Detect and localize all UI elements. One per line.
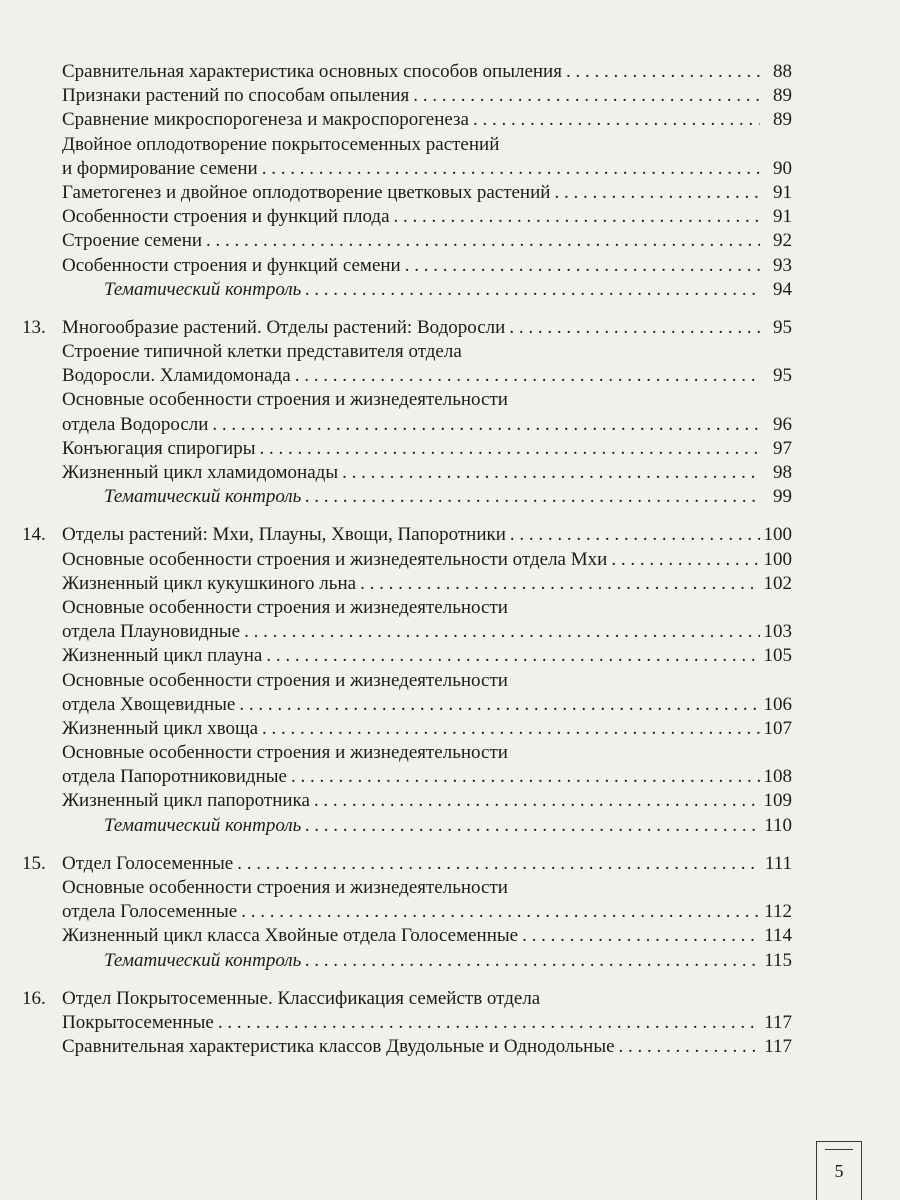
toc-page-number: 117 [764,1036,792,1058]
dot-leader [262,717,759,741]
toc-entry-title: Покрытосеменные [62,1011,214,1033]
dot-leader [473,108,760,132]
dot-leader [522,924,760,948]
toc-page-number: 93 [773,254,792,276]
toc-page-number: 95 [773,316,792,338]
toc-page-number: 102 [763,572,792,594]
chapter-number: 13. [22,316,46,338]
toc-entry-title: Отдел Голосеменные [62,852,234,874]
toc-chapter [22,987,792,1011]
dot-leader [305,278,760,302]
toc-entry-title: Тематический контроль [104,486,302,508]
dot-leader [314,789,760,813]
toc-chapter [22,316,792,340]
toc-entry [22,157,792,181]
toc-entry [22,741,792,765]
toc-entry-title: Тематический контроль [104,814,302,836]
toc-entry-title: Жизненный цикл хвоща [62,717,259,739]
toc-chapter [22,523,792,547]
toc-entry [22,340,792,364]
toc-entry [22,437,792,461]
dot-leader [244,620,759,644]
toc-entry-title: Строение типичной клетки представителя отдела [62,341,462,363]
dot-leader [239,693,759,717]
toc-page-number: 110 [764,814,792,836]
toc-entry-title: отдела Папоротниковидные [62,766,287,788]
toc-entry [22,620,792,644]
dot-leader [212,413,760,437]
toc-entry [22,133,792,157]
dot-leader [305,949,760,973]
toc-entry-title: Основные особенности строения и жизнедеятельности [62,596,508,618]
toc-entry [22,548,792,572]
toc-entry-title: Основные особенности строения и жизнедеятельности отдела Мхи [62,548,608,570]
toc-entry-title: Тематический контроль [104,278,302,300]
chapter-number: 15. [22,852,46,874]
toc-page-number: 95 [773,365,792,387]
dot-leader [619,1035,760,1059]
toc-page-number: 91 [773,206,792,228]
toc-entry [22,229,792,253]
toc-entry [22,669,792,693]
dot-leader [262,157,760,181]
toc-page-number: 100 [763,548,792,570]
chapter-number: 16. [22,987,46,1009]
toc-page-number: 105 [763,645,792,667]
toc-entry [22,765,792,789]
dot-leader [360,572,759,596]
toc-page-number: 111 [764,852,792,874]
toc-entry-title: Жизненный цикл папоротника [62,790,310,812]
toc-entry-title: и формирование семени [62,157,258,179]
toc-thematic-control [22,278,792,302]
toc-entry [22,900,792,924]
dot-leader [566,60,760,84]
toc-entry-title: Гаметогенез и двойное оплодотворение цветковых растений [62,181,551,203]
toc-entry-title: Сравнение микроспорогенеза и макроспорогенеза [62,109,469,131]
dot-leader [291,765,760,789]
toc-entry-title: Основные особенности строения и жизнедеятельности [62,742,508,764]
toc-entry-title: Многообразие растений. Отделы растений: Водоросли [62,316,506,338]
dot-leader [509,316,760,340]
toc-page-number: 100 [763,524,792,546]
toc-entry [22,644,792,668]
dot-leader [305,485,760,509]
dot-leader [266,644,759,668]
toc-page-number: 90 [773,157,792,179]
toc-entry-title: Основные особенности строения и жизнедеятельности [62,669,508,691]
toc-entry-title: Основные особенности строения и жизнедеятельности [62,877,508,898]
toc-entry-title: Жизненный цикл кукушкиного льна [62,572,357,594]
toc-entry-title: Сравнительная характеристика классов Двудольные и Однодольные [62,1036,615,1058]
dot-leader [295,364,760,388]
toc-entry [22,461,792,485]
toc-page-number: 97 [773,437,792,459]
toc-entry-title: Водоросли. Хламидомонада [62,365,291,387]
toc-thematic-control [22,949,792,973]
toc-page-number: 112 [764,901,792,923]
toc-entry [22,693,792,717]
toc-page-number: 92 [773,230,792,252]
toc-page-number: 91 [773,181,792,203]
toc-entry-title: Жизненный цикл хламидомонады [62,462,339,483]
toc-entry-title: Тематический контроль [104,949,302,971]
toc-entry-title: Отдел Покрытосеменные. Классификация семейств отдела [62,987,541,1009]
toc-thematic-control [22,485,792,509]
dot-leader [394,205,760,229]
toc-entry [22,413,792,437]
toc-page-number: 94 [773,278,792,300]
toc-entry [22,876,792,900]
toc-entry [22,572,792,596]
toc-entry [22,60,792,84]
toc-page-number: 103 [763,621,792,643]
toc-entry-title: Конъюгация спирогиры [62,437,256,459]
toc-entry [22,388,792,412]
section-gap [22,973,792,987]
dot-leader [342,461,760,485]
dot-leader [413,84,760,108]
toc-page-number: 89 [773,85,792,107]
toc-page-number: 96 [773,413,792,435]
toc-page-number: 114 [764,925,792,947]
toc-entry [22,108,792,132]
toc-page-number: 89 [773,109,792,131]
toc-entry-title: Жизненный цикл плауна [62,645,263,667]
toc-entry [22,84,792,108]
toc-entry [22,205,792,229]
toc-entry [22,364,792,388]
toc-page-number: 88 [773,61,792,82]
dot-leader [305,814,760,838]
table-of-contents [22,60,792,1059]
toc-page-number: 109 [763,790,792,812]
toc-entry-title: Особенности строения и функций семени [62,254,401,276]
toc-thematic-control [22,814,792,838]
dot-leader [611,548,759,572]
toc-entry [22,717,792,741]
chapter-number: 14. [22,524,46,546]
toc-page-number: 107 [763,717,792,739]
toc-entry [22,1011,792,1035]
dot-leader [554,181,760,205]
toc-entry-title: Жизненный цикл класса Хвойные отдела Голосеменные [62,925,519,947]
toc-entry-title: Сравнительная характеристика основных способов опыления [62,61,562,82]
toc-entry [22,596,792,620]
dot-leader [405,254,760,278]
toc-entry [22,789,792,813]
toc-entry-title: отдела Голосеменные [62,901,238,923]
toc-entry-title: отдела Хвощевидные [62,693,236,715]
dot-leader [237,852,760,876]
page-number-tab [816,1141,862,1200]
page-number: 5 [834,1160,844,1181]
toc-entry-title: отдела Водоросли [62,413,209,435]
toc-page-number: 99 [773,486,792,508]
toc-entry-title: Двойное оплодотворение покрытосеменных растений [62,133,500,155]
toc-entry [22,1035,792,1059]
toc-entry-title: Основные особенности строения и жизнедеятельности [62,389,508,411]
dot-leader [206,229,760,253]
toc-entry-title: Признаки растений по способам опыления [62,85,410,107]
section-gap [22,509,792,523]
dot-leader [241,900,760,924]
toc-entry [22,924,792,948]
toc-entry-title: Особенности строения и функций плода [62,206,390,228]
toc-entry-title: Строение семени [62,230,203,252]
section-gap [22,302,792,316]
toc-chapter [22,852,792,876]
toc-entry [22,254,792,278]
toc-page-number: 108 [763,766,792,788]
toc-page-number: 115 [764,949,792,971]
dot-leader [259,437,760,461]
section-gap [22,838,792,852]
dot-leader [218,1011,760,1035]
toc-page-number: 106 [763,693,792,715]
toc-page-number: 117 [764,1011,792,1033]
toc-entry-title: отдела Плауновидные [62,621,241,643]
toc-page-number: 98 [773,462,792,483]
toc-entry [22,181,792,205]
dot-leader [510,523,760,547]
toc-entry-title: Отделы растений: Мхи, Плауны, Хвощи, Папоротники [62,524,506,546]
